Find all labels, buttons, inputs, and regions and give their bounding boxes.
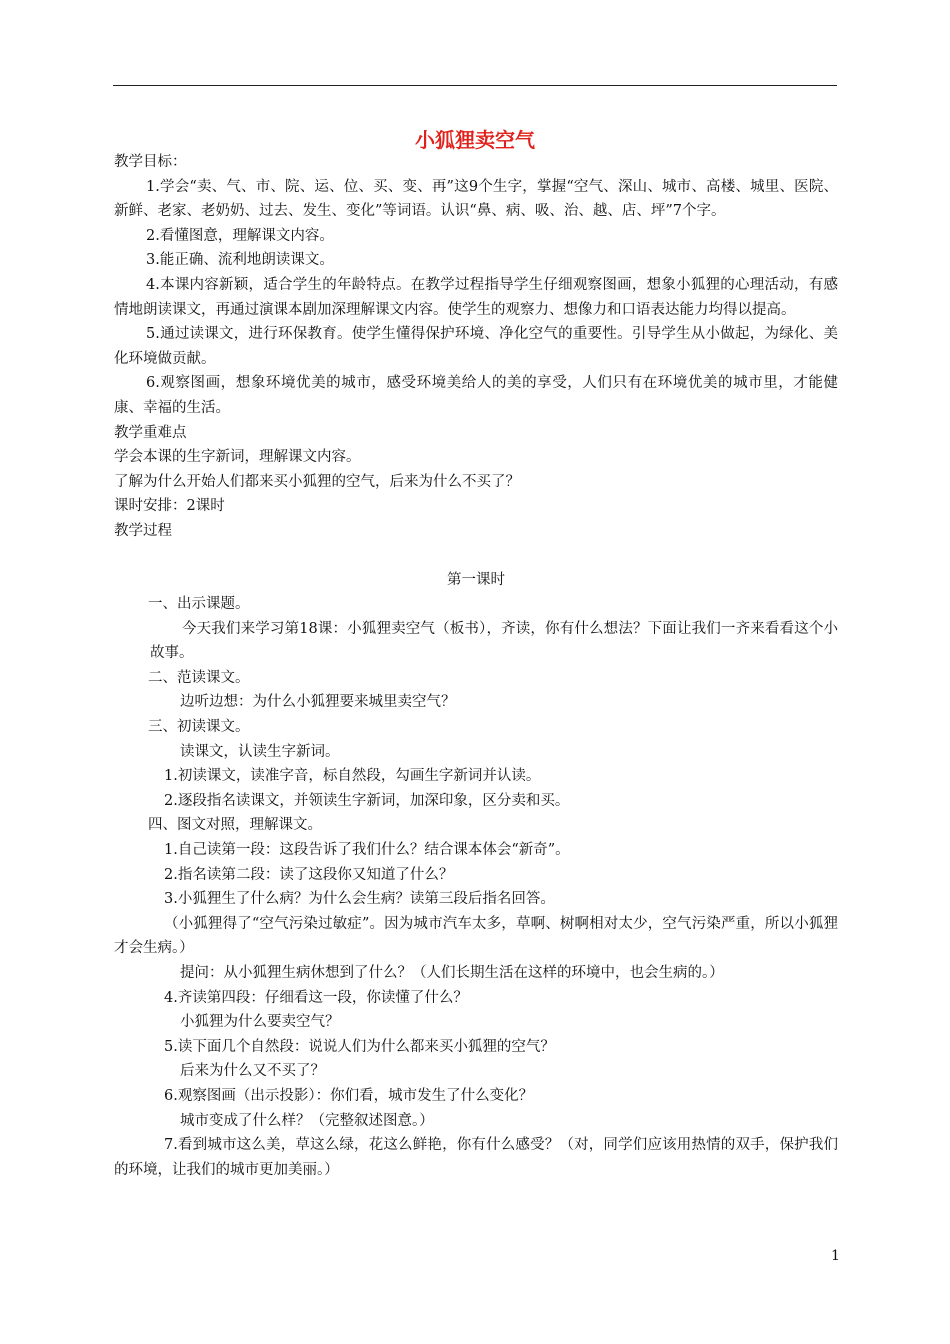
step-note: 小狐狸为什么要卖空气？ <box>180 1014 340 1031</box>
lesson-title: 第一课时 <box>447 571 505 588</box>
step-note: 后来为什么又不买了？ <box>180 1063 325 1080</box>
step-note: （小狐狸得了“空气污染过敏症”。因为城市汽车太多，草啊、树啊相对太少，空气污染严重，所以小狐狸才会生病。） <box>114 915 838 957</box>
step-note: 城市变成了什么样？（完整叙述图意。） <box>180 1112 434 1129</box>
step-heading: 一、出示课题。 <box>148 596 250 613</box>
objective-item: 6.观察图画，想象环境优美的城市，感受环境美给人的美的享受，人们只有在环境优美的城市里，才能健康、幸福的生活。 <box>114 375 838 416</box>
document-title: 小狐狸卖空气 <box>415 128 535 152</box>
difficulty-item: 学会本课的生字新词，理解课文内容。 <box>114 449 361 466</box>
step-heading: 三、初读课文。 <box>148 719 250 736</box>
step-item: 3.小狐狸生了什么病？为什么会生病？读第三段后指名回答。 <box>164 891 555 908</box>
step-heading: 四、图文对照，理解课文。 <box>148 817 322 834</box>
step-item: 4.齐读第四段：仔细看这一段，你读懂了什么？ <box>164 989 468 1006</box>
document-body <box>114 150 838 1182</box>
step-item: 2.指名读第二段：读了这段你又知道了什么？ <box>164 866 454 883</box>
step-item: 5.读下面几个自然段：说说人们为什么都来买小狐狸的空气？ <box>164 1038 555 1055</box>
step-item: 2.逐段指名读课文，并领读生字新词，加深印象，区分卖和买。 <box>164 792 570 809</box>
step-item: 1.自己读第一段：这段告诉了我们什么？结合课本体会“新奇”。 <box>164 842 570 859</box>
step-text: 今天我们来学习第18课：小狐狸卖空气（板书），齐读，你有什么想法？下面让我们一齐来看看这个小故事。 <box>150 620 838 662</box>
schedule-line: 课时安排：2课时 <box>114 498 225 515</box>
difficulty-heading: 教学重难点 <box>114 424 187 441</box>
step-note: 提问：从小狐狸生病休想到了什么？（人们长期生活在这样的环境中，也会生病的。） <box>180 965 724 981</box>
objective-item: 1.学会“卖、气、市、院、运、位、买、变、再”这9个生字，掌握“空气、深山、城市、高楼、城里、医院、新鲜、老家、老奶奶、过去、发生、变化”等词语。认识“鼻、病、吸、治、越、店、坪”7个字。 <box>114 178 838 220</box>
step-item: 7.看到城市这么美，草这么绿，花这么鲜艳，你有什么感受？（对，同学们应该用热情的双手，保护我们的环境，让我们的城市更加美丽。） <box>114 1137 838 1178</box>
process-heading: 教学过程 <box>114 522 172 539</box>
step-item: 1.初读课文，读准字音，标自然段，勾画生字新词并认读。 <box>164 768 541 785</box>
step-text: 读课文，认读生字新词。 <box>180 743 340 760</box>
objective-item: 4.本课内容新颖，适合学生的年龄特点。在教学过程指导学生仔细观察图画，想象小狐狸的心理活动，有感情地朗读课文，再通过演课本剧加深理解课文内容。使学生的观察力、想像力和口语表达能力均得以提高。 <box>114 276 838 318</box>
objective-item: 3.能正确、流利地朗读课文。 <box>146 252 334 269</box>
objectives-heading: 教学目标： <box>114 154 187 170</box>
objective-item: 5.通过读课文，进行环保教育。使学生懂得保护环境、净化空气的重要性。引导学生从小做起，为绿化、美化环境做贡献。 <box>114 326 838 367</box>
step-item: 6.观察图画（出示投影）：你们看，城市发生了什么变化？ <box>164 1087 534 1104</box>
step-heading: 二、范读课文。 <box>148 669 250 686</box>
step-text: 边听边想：为什么小狐狸要来城里卖空气？ <box>180 694 456 711</box>
header-rule <box>113 85 837 86</box>
difficulty-item: 了解为什么开始人们都来买小狐狸的空气，后来为什么不买了？ <box>114 473 520 490</box>
page-number: 1 <box>831 1248 840 1264</box>
objective-item: 2.看懂图意，理解课文内容。 <box>146 227 334 244</box>
